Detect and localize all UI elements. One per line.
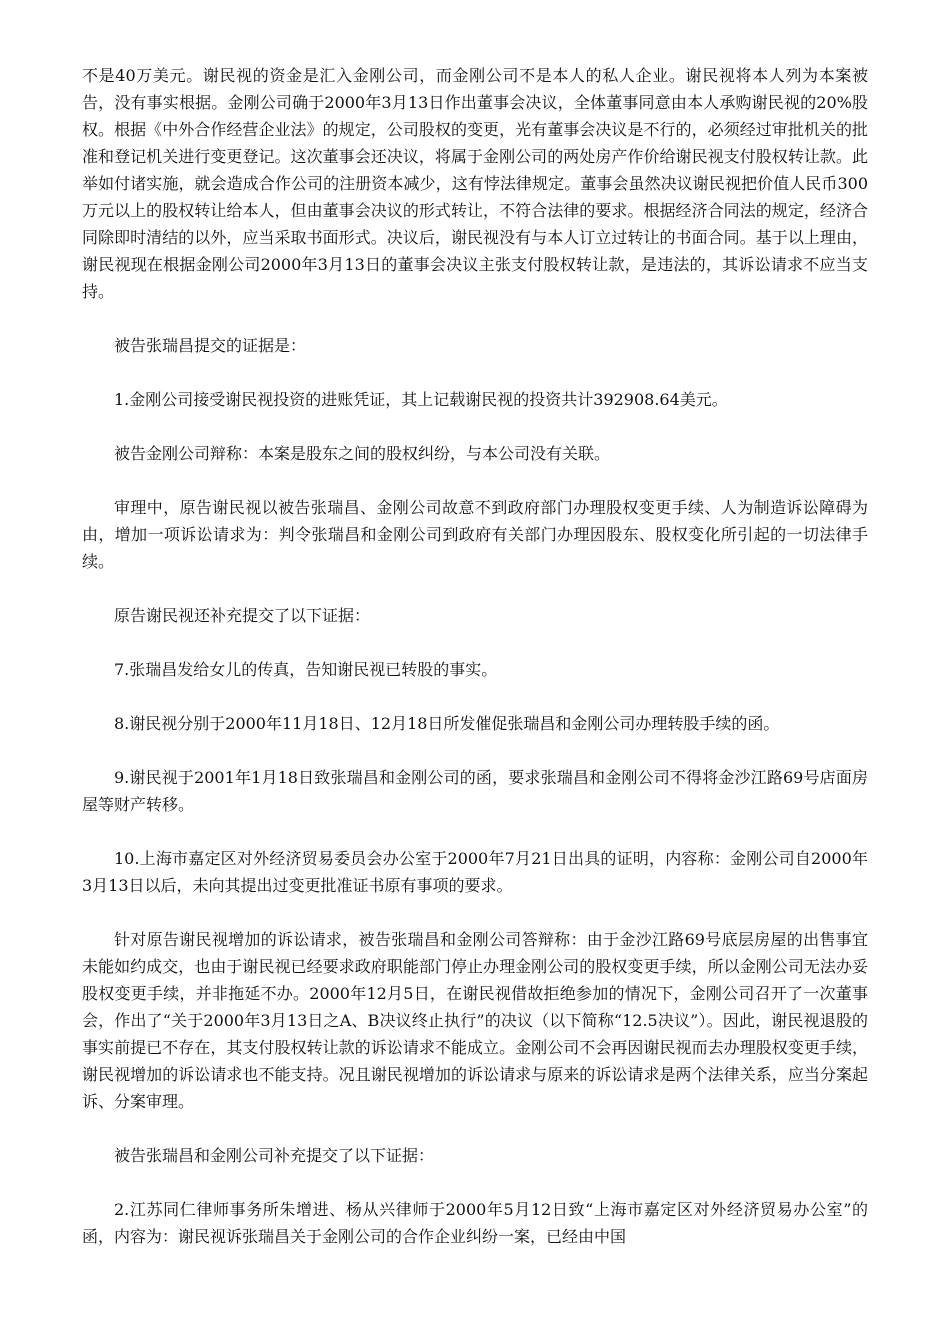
paragraph-evidence-9: 9.谢民视于2001年1月18日致张瑞昌和金刚公司的函，要求张瑞昌和金刚公司不得将金沙江路69号店面房屋等财产转移。	[82, 768, 868, 814]
paragraph-zhang-evidence-heading: 被告张瑞昌提交的证据是：	[114, 336, 307, 355]
paragraph-jingang-defense: 被告金刚公司辩称：本案是股东之间的股权纠纷，与本公司没有关联。	[114, 444, 611, 463]
paragraph-evidence-8: 8.谢民视分别于2000年11月18日、12月18日所发催促张瑞昌和金刚公司办理转股手续的函。	[114, 714, 780, 733]
paragraph-evidence-1: 1.金刚公司接受谢民视投资的进账凭证，其上记载谢民视的投资共计392908.64美元。	[114, 390, 728, 409]
paragraph-defendants-evidence-heading: 被告张瑞昌和金刚公司补充提交了以下证据：	[114, 1146, 435, 1165]
paragraph-evidence-7: 7.张瑞昌发给女儿的传真，告知谢民视已转股的事实。	[114, 660, 498, 679]
paragraph-plaintiff-evidence-heading: 原告谢民视还补充提交了以下证据：	[114, 606, 371, 625]
paragraph-added-claim: 审理中，原告谢民视以被告张瑞昌、金刚公司故意不到政府部门办理股权变更手续、人为制造诉讼障碍为由，增加一项诉讼请求为：判令张瑞昌和金刚公司到政府有关部门办理因股东、股权变化所引起的一切法律手续。	[82, 498, 868, 571]
paragraph-evidence-10: 10.上海市嘉定区对外经济贸易委员会办公室于2000年7月21日出具的证明，内容称：金刚公司自2000年3月13日以后，未向其提出过变更批准证书原有事项的要求。	[82, 849, 868, 895]
paragraph-evidence-2: 2.江苏同仁律师事务所朱增进、杨从兴律师于2000年5月12日致“上海市嘉定区对外经济贸易办公室”的函，内容为：谢民视诉张瑞昌关于金刚公司的合作企业纠纷一案，已经由中国	[82, 1200, 868, 1246]
paragraph-defense-continued: 不是40万美元。谢民视的资金是汇入金刚公司，而金刚公司不是本人的私人企业。谢民视将本人列为本案被告，没有事实根据。金刚公司确于2000年3月13日作出董事会决议，全体董事同意由本人承购谢民视的20%股权。根据《中外合作经营企业法》的规定，公司股权的变更，光有董事会决议是不行的，必须经过审批机关的批准和登记机关进行变更登记。这次董事会还决议，将属于金刚公司的两处房产作价给谢民视支付股权转让款。此举如付诸实施，就会造成合作公司的注册资本减少，这有悖法律规定。董事会虽然决议谢民视把价值人民币300万元以上的股权转让给本人，但由董事会决议的形式转让，不符合法律的要求。根据经济合同法的规定，经济合同除即时清结的以外，应当采取书面形式。决议后，谢民视没有与本人订立过转让的书面合同。基于以上理由，谢民视现在根据金刚公司2000年3月13日的董事会决议主张支付股权转让款，是违法的，其诉讼请求不应当支持。	[82, 66, 868, 301]
paragraph-defendants-reply: 针对原告谢民视增加的诉讼请求，被告张瑞昌和金刚公司答辩称：由于金沙江路69号底层房屋的出售事宜未能如约成交，也由于谢民视已经要求政府职能部门停止办理金刚公司的股权变更手续，所以金刚公司无法办妥股权变更手续，并非拖延不办。2000年12月5日，在谢民视借故拒绝参加的情况下，金刚公司召开了一次董事会，作出了“关于2000年3月13日之A、B决议终止执行”的决议（以下简称“12.5决议”）。因此，谢民视退股的事实前提已不存在，其支付股权转让款的诉讼请求不能成立。金刚公司不会再因谢民视而去办理股权变更手续，谢民视增加的诉讼请求也不能支持。况且谢民视增加的诉讼请求与原来的诉讼请求是两个法律关系，应当分案起诉、分案审理。	[82, 930, 868, 1111]
